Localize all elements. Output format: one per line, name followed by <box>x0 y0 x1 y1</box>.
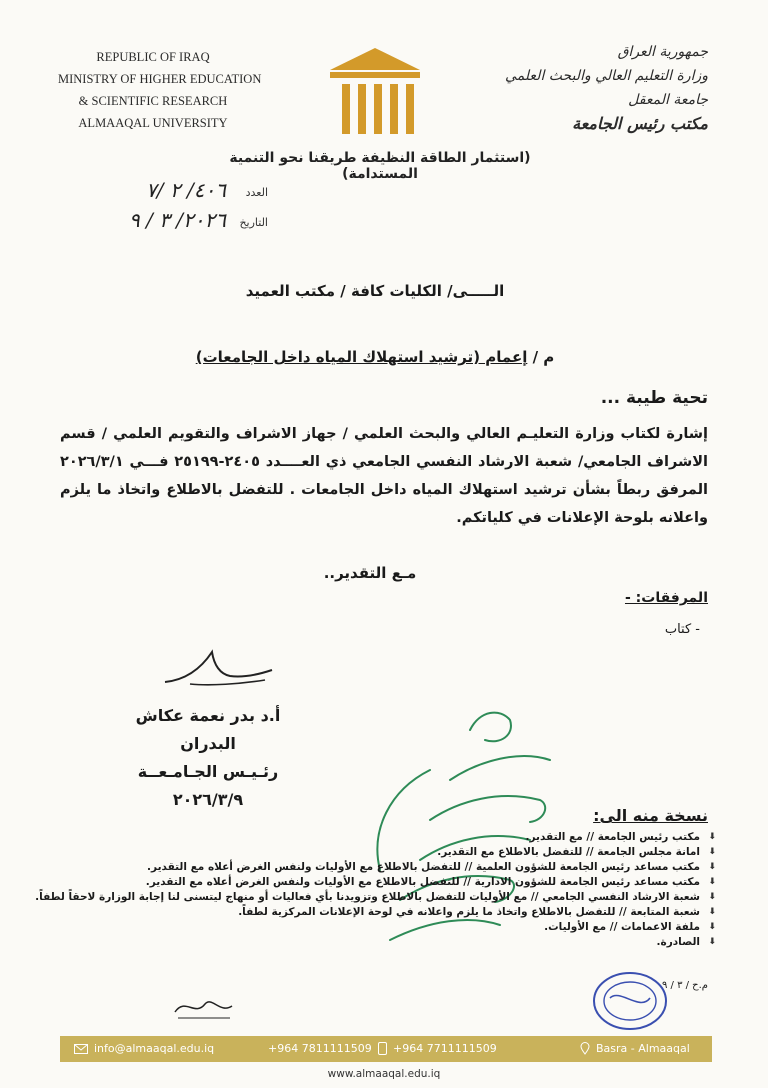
mail-icon <box>74 1044 88 1054</box>
phone-text: +964 7811111509 <box>268 1042 372 1055</box>
list-item: ⬇ امانة مجلس الجامعة // للتفضل بالاطلاع مع التقدير. <box>56 845 716 860</box>
list-item: ⬇ شعبة الارشاد النفسي الجامعي // مع الأوليات للتفضل بالاطلاع وتزويدنا بأي فعاليات أو منهاج ليتسنى لنا إجابة الوزارة لاحقاً لطفاً. <box>56 890 716 905</box>
signatory-title: رئـيـس الجـامـعــة <box>137 762 279 781</box>
header-line: MINISTRY OF HIGHER EDUCATION <box>58 72 262 86</box>
location-text: Basra - Almaaqal <box>596 1042 690 1055</box>
reference-initials: م.ح / ٣ / ٩ <box>661 980 708 991</box>
date-label: التاريخ <box>239 216 268 229</box>
signatory-block <box>118 702 298 814</box>
location-pin-icon <box>580 1042 590 1055</box>
footer-phone-1[interactable] <box>268 1042 372 1055</box>
signature-date: ٢٠٢٦/٣/٩ <box>172 790 244 809</box>
number-label: العدد <box>245 186 268 199</box>
footer-phone-2[interactable] <box>378 1042 497 1055</box>
list-item: ⬇ الصادرة. <box>56 935 716 950</box>
signatory-name: أ.د بدر نعمة عكاش البدران <box>135 706 281 753</box>
phone-icon <box>378 1042 387 1055</box>
email-text: info@almaaqal.edu.iq <box>94 1042 215 1055</box>
signature-mark <box>150 640 280 700</box>
reference-block <box>68 178 268 238</box>
attachment-item: - كتاب <box>664 622 700 637</box>
header-line: مكتب رئيس الجامعة <box>572 114 708 133</box>
subject-prefix: م / <box>527 348 555 366</box>
header-line: جمهورية العراق <box>617 44 708 60</box>
recipient-line: الـــــى/ الكليات كافة / مكتب العميد <box>245 282 505 300</box>
footer-email[interactable] <box>74 1042 214 1055</box>
number-value: ٤٠٦/ ٢ /٧ <box>146 178 226 202</box>
list-item: ⬇ مكتب رئيس الجامعة // مع التقدير. <box>56 830 716 845</box>
header-line: وزارة التعليم العالي والبحث العلمي <box>505 68 708 84</box>
phone-text: +964 7711111509 <box>393 1042 497 1055</box>
official-stamp <box>590 968 670 1034</box>
greeting: تحية طيبة ... <box>600 388 708 408</box>
header-line: REPUBLIC OF IRAQ <box>96 50 210 64</box>
subject-text: إعمام (ترشيد استهلاك المياه داخل الجامعات) <box>195 348 528 366</box>
date-value: ٢٠٢٦/ ٣ / ٩ <box>128 208 226 232</box>
list-item: ⬇ شعبة المتابعة // للتفضل بالاطلاع واتخاذ ما يلزم واعلانه في لوحة الإعلانات المركزية لطفاً. <box>56 905 716 920</box>
list-item: ⬇ مكتب مساعد رئيس الجامعة للشؤون الادارية // للتفضل بالاطلاع مع الأوليات ولنفس الغرض أعلاه مع التقدير. <box>56 875 716 890</box>
website-link[interactable]: www.almaaqal.edu.iq <box>327 1068 441 1080</box>
header-line: ALMAAQAL UNIVERSITY <box>78 116 228 130</box>
header-line: جامعة المعقل <box>628 92 708 108</box>
motto: (استثمار الطاقة النظيفة طريقنا نحو التنمية المستدامة) <box>229 150 531 182</box>
university-logo <box>320 44 430 144</box>
header-line: & SCIENTIFIC RESEARCH <box>78 94 228 108</box>
body-paragraph: إشارة لكتاب وزارة التعليـم العالي والبحث العلمي / جهاز الاشراف والتقويم العلمي / قسم الاشراف الجامعي/ شعبة الارشاد النفسي الجامعي ذي العــــدد ٢٤٠٥-٢٥١٩٩ فـــي ٢٠٢٦/٣/١ المرفق ربطاً بشأن ترشيد استهلاك المياه داخل الجامعات . للتفضل بالاطلاع واتخاذ ما يلزم واعلانه بلوحة الإعلانات في كلياتكم. <box>60 426 708 526</box>
attachments-title: المرفقات: - <box>624 590 708 606</box>
copies-title: نسخة منه الى: <box>593 806 708 825</box>
regards: مـع التقدير.. <box>323 564 417 582</box>
initials-mark <box>170 992 240 1022</box>
list-item: ⬇ ملفة الاعمامات // مع الأوليات. <box>56 920 716 935</box>
subject-line <box>150 348 600 366</box>
header-arabic-block <box>488 40 708 136</box>
footer-band <box>60 1036 712 1062</box>
copies-list <box>35 830 716 950</box>
footer-location <box>580 1042 690 1055</box>
list-item: ⬇ مكتب مساعد رئيس الجامعة للشؤون العلمية // للتفضل بالاطلاع مع الأوليات ولنفس الغرض أعلاه مع التقدير. <box>56 860 716 875</box>
header-english-block <box>58 46 262 134</box>
